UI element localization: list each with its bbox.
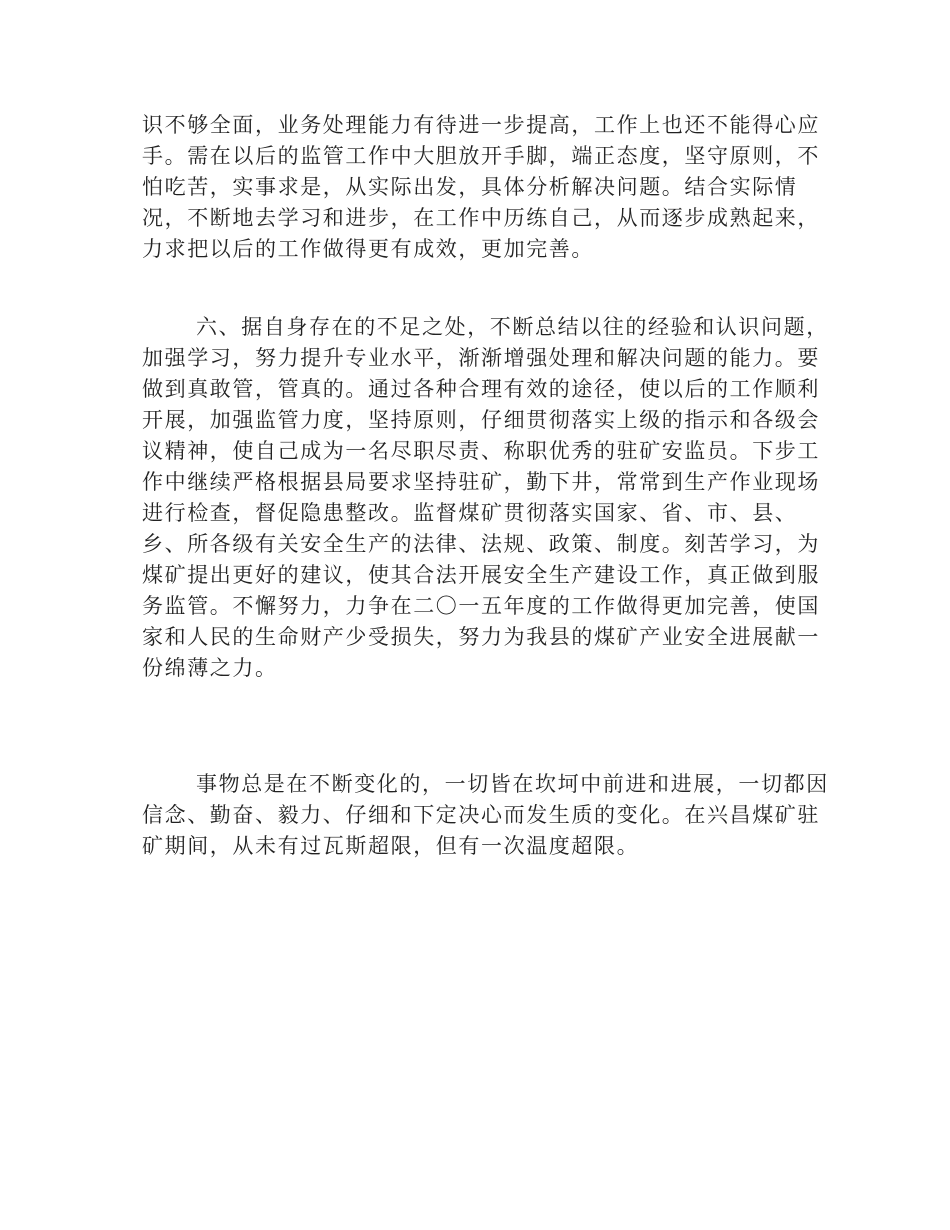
text-line: 事物总是在不断变化的，一切皆在坎坷中前进和进展，一切都因 — [196, 772, 829, 796]
text-line: 加强学习，努力提升专业水平，渐渐增强处理和解决问题的能力。要 — [142, 346, 820, 370]
paragraph-continuation — [142, 110, 820, 265]
text-line: 怕吃苦，实事求是，从实际出发，具体分析解决问题。结合实际情 — [142, 175, 798, 199]
text-line: 份绵薄之力。 — [142, 656, 278, 680]
text-line: 手。需在以后的监管工作中大胆放开手脚，端正态度，坚守原则，不 — [142, 144, 820, 168]
paragraph-section-six — [142, 312, 829, 684]
text-line: 乡、所各级有关安全生产的法律、法规、政策、制度。刻苦学习，为 — [142, 532, 820, 556]
text-line: 作中继续严格根据县局要求坚持驻矿，勤下井，常常到生产作业现场 — [142, 470, 820, 494]
text-line: 开展，加强监管力度，坚持原则，仔细贯彻落实上级的指示和各级会 — [142, 408, 820, 432]
text-line: 家和人民的生命财产少受损失，努力为我县的煤矿产业安全进展献一 — [142, 625, 820, 649]
text-line: 力求把以后的工作做得更有成效，更加完善。 — [142, 237, 594, 261]
text-line: 煤矿提出更好的建议，使其合法开展安全生产建设工作，真正做到服 — [142, 563, 820, 587]
text-line: 务监管。不懈努力，力争在二〇一五年度的工作做得更加完善，使国 — [142, 594, 820, 618]
text-line: 识不够全面，业务处理能力有待进一步提高，工作上也还不能得心应 — [142, 113, 820, 137]
paragraph-closing — [142, 769, 829, 862]
text-line: 做到真敢管，管真的。通过各种合理有效的途径，使以后的工作顺利 — [142, 377, 820, 401]
text-line: 六、据自身存在的不足之处，不断总结以往的经验和认识问题， — [196, 315, 829, 339]
text-line: 况，不断地去学习和进步，在工作中历练自己，从而逐步成熟起来， — [142, 206, 820, 230]
text-line: 进行检查，督促隐患整改。监督煤矿贯彻落实国家、省、市、县、 — [142, 501, 798, 525]
text-line: 议精神，使自己成为一名尽职尽责、称职优秀的驻矿安监员。下步工 — [142, 439, 820, 463]
text-line: 信念、勤奋、毅力、仔细和下定决心而发生质的变化。在兴昌煤矿驻 — [142, 803, 820, 827]
text-line: 矿期间，从未有过瓦斯超限，但有一次温度超限。 — [142, 834, 640, 858]
